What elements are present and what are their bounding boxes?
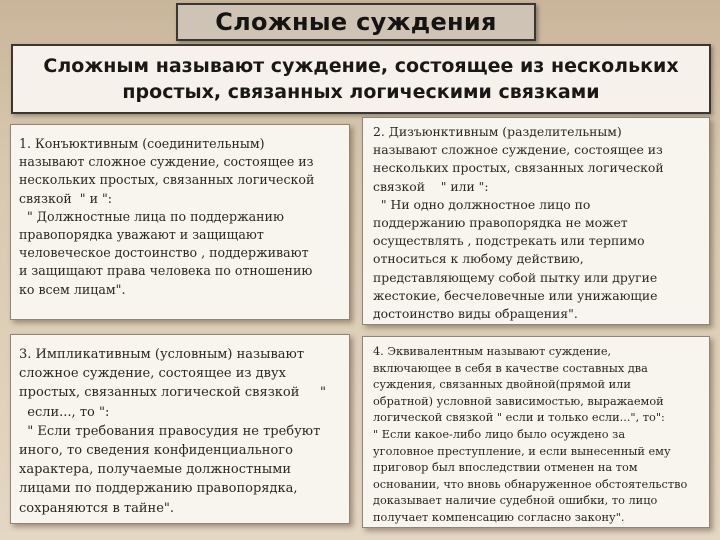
definition-box <box>11 44 711 114</box>
card-implicative <box>10 334 350 524</box>
slide-title-box <box>176 3 536 41</box>
card-conjunctive <box>10 124 350 320</box>
card-disjunctive-text: 2. Дизъюнктивным (разделительным) называют сложное суждение, состоящее из нескольких простых, связанных логической связкой " или ": " Ни одно должностное лицо по поддержанию правопорядка не может осуществлять , подстрекать или терпимо относиться к любому действию, представляющему собой пытку или другие жестокие, бесчеловечные или унижающие достоинство виды обращения". <box>373 124 664 322</box>
slide-title: Сложные суждения <box>215 8 497 36</box>
card-implicative-text: 3. Импликативным (условным) называют сложное суждение, состоящее из двух простых, связанных логической связкой " если..., то ": " Если требования правосудия не требуют иного, то сведения конфиденциального характера, получаемые должностными лицами по поддержанию правопорядка, сохраняются в тайне". <box>19 347 327 516</box>
card-disjunctive <box>362 117 710 325</box>
card-equivalent-text: 4. Эквивалентным называют суждение, включающее в себя в качестве составных два суждения, связанных двойной(прямой или обратной) условной зависимостью, выражаемой логической связкой " если и только если...", то": " Если какое-либо лицо было осуждено за уголовное преступление, и если вынесенный ему приговор был впоследствии отменен на том основании, что вновь обнаруженное обстоятельство доказывает наличие судебной ошибки, то лицо получает компенсацию согласно закону". <box>373 345 688 524</box>
card-equivalent <box>362 336 710 528</box>
card-conjunctive-text: 1. Конъюктивным (соединительным) называют сложное суждение, состоящее из нескольких простых, связанных логической связкой " и ": " Должностные лица по поддержанию правопорядка уважают и защищают человеческое достоинство , поддерживают и защищают права человека по отношению ко всем лицам". <box>19 136 315 297</box>
definition-text: Сложным называют суждение, состоящее из нескольких простых, связанных логическими связками <box>43 55 679 103</box>
